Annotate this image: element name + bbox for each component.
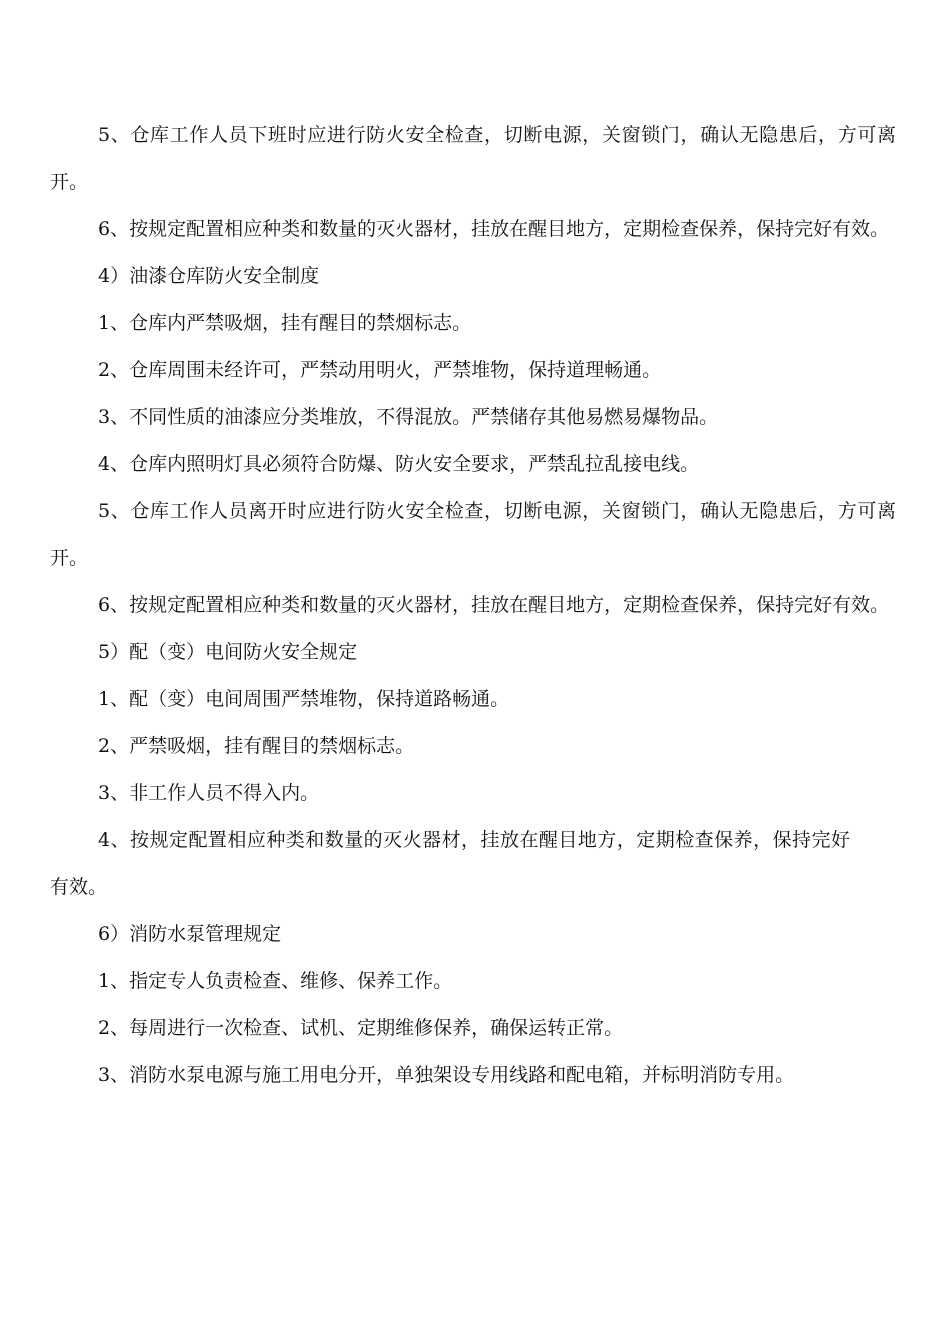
paragraph-paint-leaving-check: 5、仓库工作人员离开时应进行防火安全检查，切断电源，关窗锁门，确认无隐患后，方可离开。	[50, 500, 896, 569]
paragraph-pump-weekly-check: 2、每周进行一次检查、试机、定期维修保养，确保运转正常。	[98, 1017, 624, 1039]
paragraph-power-room-no-entry: 3、非工作人员不得入内。	[98, 782, 320, 804]
paragraph-paint-extinguishers: 6、按规定配置相应种类和数量的灭火器材，挂放在醒目地方，定期检查保养，保持完好有效。	[98, 594, 890, 616]
paragraph-warehouse-extinguishers: 6、按规定配置相应种类和数量的灭火器材，挂放在醒目地方，定期检查保养，保持完好有效。	[98, 218, 890, 240]
paragraph-paint-no-smoking: 1、仓库内严禁吸烟，挂有醒目的禁烟标志。	[98, 312, 472, 334]
paragraph-paint-separate-storage: 3、不同性质的油漆应分类堆放，不得混放。严禁储存其他易燃易爆物品。	[98, 406, 719, 428]
paragraph-pump-dedicated-power: 3、消防水泵电源与施工用电分开，单独架设专用线路和配电箱，并标明消防专用。	[98, 1064, 795, 1086]
paragraph-pump-designated-staff: 1、指定专人负责检查、维修、保养工作。	[98, 970, 453, 992]
paragraph-power-room-no-stacking: 1、配（变）电间周围严禁堆物，保持道路畅通。	[98, 688, 510, 710]
section-heading-paint-warehouse: 4）油漆仓库防火安全制度	[98, 265, 320, 287]
paragraph-power-room-no-smoking: 2、严禁吸烟，挂有醒目的禁烟标志。	[98, 735, 415, 757]
paragraph-paint-no-open-fire: 2、仓库周围未经许可，严禁动用明火，严禁堆物，保持道理畅通。	[98, 359, 662, 381]
paragraph-warehouse-offduty-check: 5、仓库工作人员下班时应进行防火安全检查，切断电源，关窗锁门，确认无隐患后，方可离开。	[50, 124, 896, 193]
paragraph-power-room-extinguishers: 4、按规定配置相应种类和数量的灭火器材，挂放在醒目地方，定期检查保养，保持完好有效。	[50, 829, 850, 898]
document-body	[50, 112, 896, 1099]
paragraph-paint-explosion-proof-lighting: 4、仓库内照明灯具必须符合防爆、防火安全要求，严禁乱拉乱接电线。	[98, 453, 700, 475]
section-heading-fire-pump: 6）消防水泵管理规定	[98, 923, 282, 945]
section-heading-power-room: 5）配（变）电间防火安全规定	[98, 641, 358, 663]
